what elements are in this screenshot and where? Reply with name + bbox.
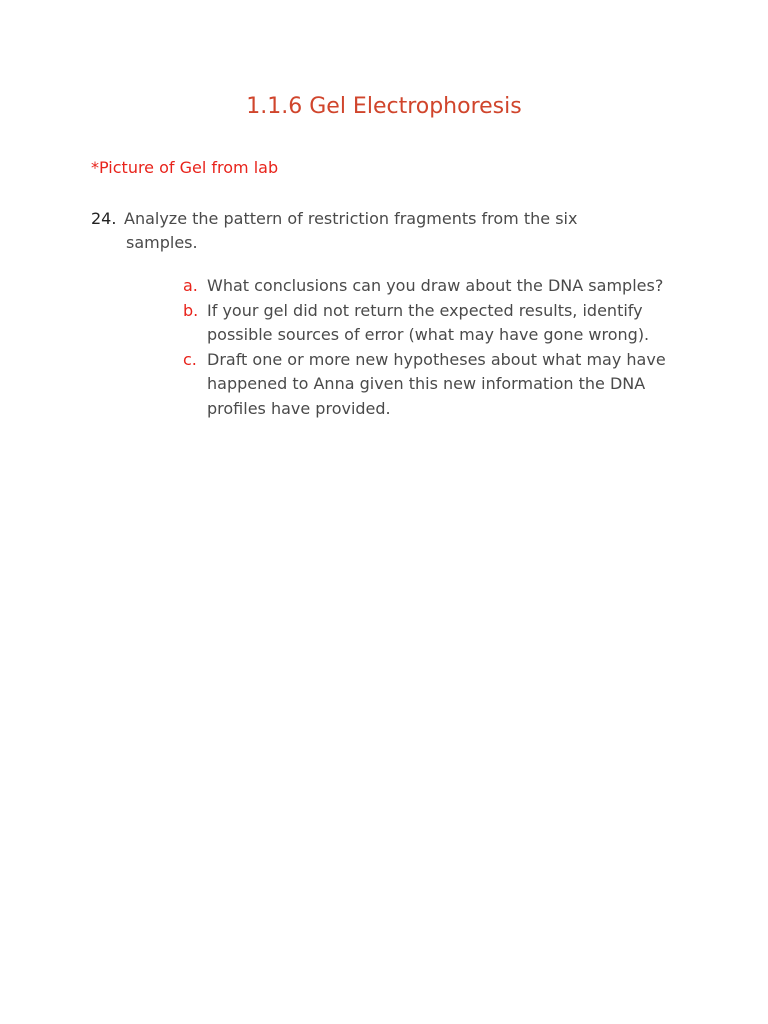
sub-question-letter: c. [183, 349, 197, 369]
question-number: 24. [91, 209, 117, 228]
sub-question-letter: b. [183, 300, 199, 320]
question-text: Analyze the pattern of restriction fragments from the six samples. [124, 209, 578, 252]
picture-placeholder-note: *Picture of Gel from lab [91, 158, 279, 177]
page-title: 1.1.6 Gel Electrophoresis [246, 94, 522, 119]
sub-question-text: What conclusions can you draw about the DNA samples? [207, 276, 664, 295]
sub-question-list [183, 274, 683, 421]
sub-question-text: If your gel did not return the expected results, identify possible sources of error (what may have gone wrong). [207, 300, 650, 344]
sub-question-c [183, 348, 683, 422]
sub-question-a [183, 274, 683, 299]
sub-question-b [183, 299, 683, 348]
question-24 [91, 207, 651, 255]
sub-question-text: Draft one or more new hypotheses about what may have happened to Anna given this new information the DNA profiles have provided. [207, 349, 666, 418]
sub-question-letter: a. [183, 276, 198, 295]
